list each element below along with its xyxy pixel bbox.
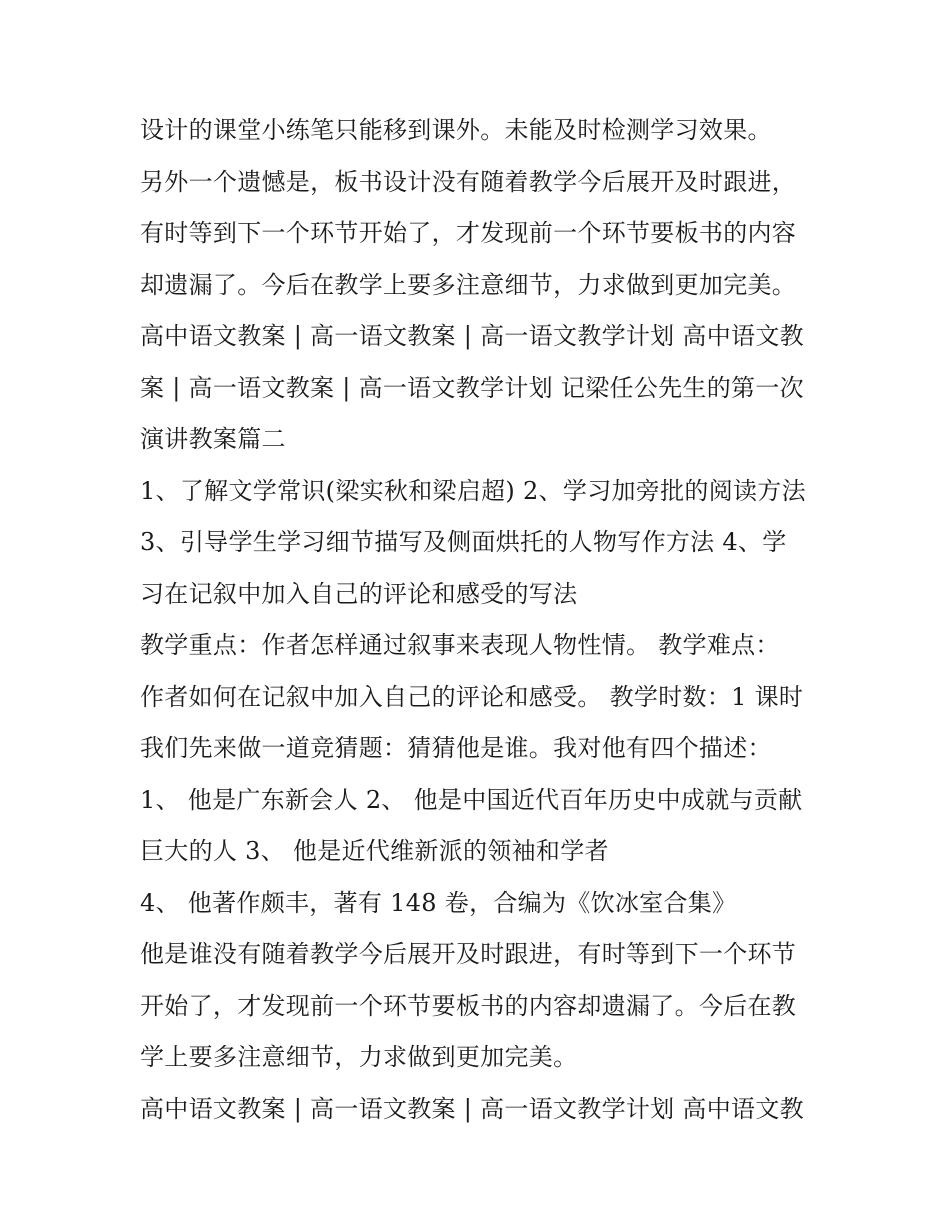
text-line: 作者如何在记叙中加入自己的评论和感受。 教学时数：1 课时	[140, 682, 804, 711]
text-line: 3、引导学生学习细节描写及侧面烘托的人物写作方法 4、学	[140, 528, 787, 556]
text-line: 却遗漏了。今后在教学上要多注意细节，力求做到更加完美。	[140, 270, 797, 299]
text-line: 1、了解文学常识(梁实秋和梁启超) 2、学习加旁批的阅读方法	[140, 476, 806, 505]
text-line: 高中语文教案 | 高一语文教案 | 高一语文教学计划 高中语文教	[140, 1094, 804, 1123]
text-line: 巨大的人 3、 他是近代维新派的领袖和学者	[140, 837, 609, 865]
text-line: 演讲教案篇二	[140, 425, 286, 453]
text-line: 4、 他著作颇丰，著有 148 卷，合编为《饮冰室合集》	[140, 888, 737, 917]
text-line: 设计的课堂小练笔只能移到课外。未能及时检测学习效果。	[140, 116, 772, 144]
text-line: 开始了，才发现前一个环节要板书的内容却遗漏了。今后在教	[140, 991, 797, 1020]
text-line: 案 | 高一语文教案 | 高一语文教学计划 记梁任公先生的第一次	[140, 373, 804, 402]
text-line: 学上要多注意细节，力求做到更加完美。	[140, 1043, 578, 1071]
text-line: 有时等到下一个环节开始了，才发现前一个环节要板书的内容	[140, 219, 797, 247]
text-line: 1、 他是广东新会人 2、 他是中国近代百年历史中成就与贡献	[140, 785, 803, 814]
text-line: 高中语文教案 | 高一语文教案 | 高一语文教学计划 高中语文教	[140, 322, 804, 350]
text-line: 教学重点：作者怎样通过叙事来表现人物性情。 教学难点：	[140, 631, 780, 659]
document-body	[140, 108, 820, 1138]
text-line: 另外一个遗憾是，板书设计没有随着教学今后展开及时跟进，	[140, 167, 797, 196]
text-line: 我们先来做一道竞猜题：猜猜他是谁。我对他有四个描述：	[140, 734, 772, 762]
text-line: 习在记叙中加入自己的评论和感受的写法	[140, 579, 578, 608]
text-line: 他是谁没有随着教学今后展开及时跟进，有时等到下一个环节	[140, 940, 797, 968]
